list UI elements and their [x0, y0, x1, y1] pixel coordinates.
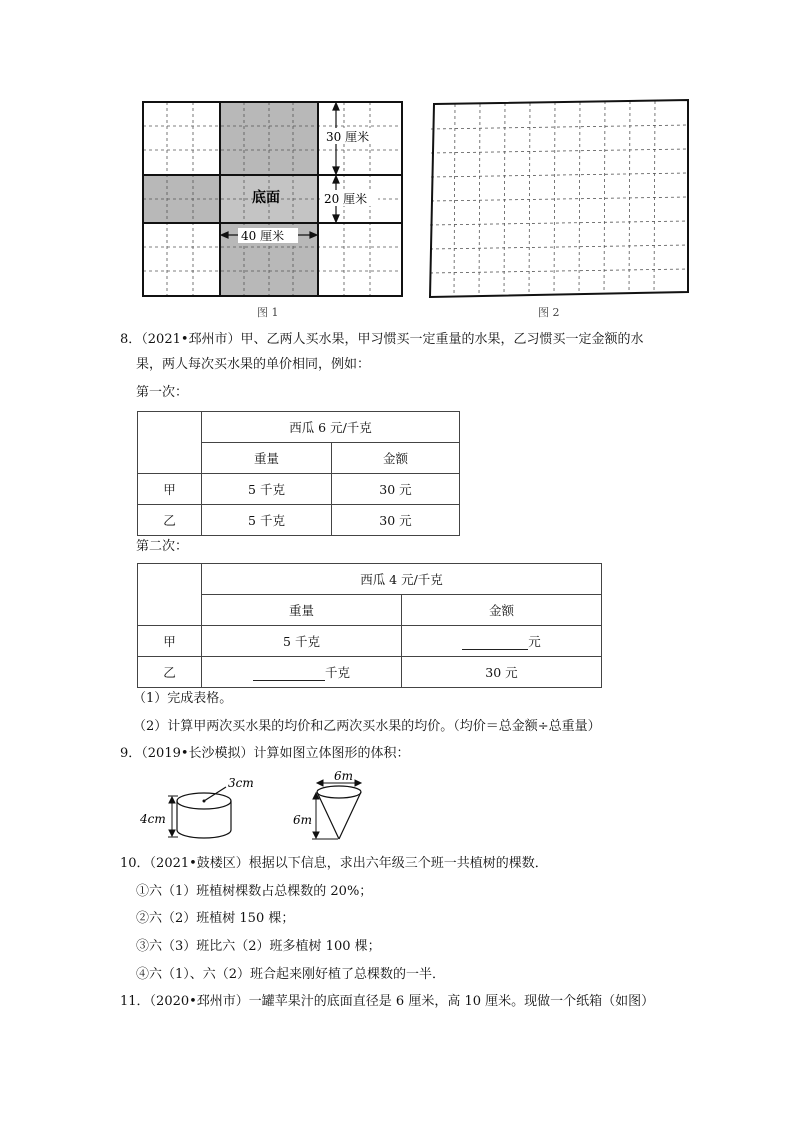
unit-label: 元 — [528, 634, 541, 649]
q8-sub-2: （2）计算甲两次买水果的均价和乙两次买水果的均价。（均价＝总金额÷总重量） — [133, 719, 601, 734]
figure-2-caption: 图 2 — [538, 306, 560, 319]
figure-1-net-diagram — [140, 98, 405, 320]
table1-header: 西瓜 6 元/千克 — [202, 412, 460, 443]
table1-cell-weight: 5 千克 — [202, 474, 332, 505]
table2-header: 西瓜 4 元/千克 — [202, 564, 602, 595]
figure-2-outline — [430, 100, 688, 297]
table2-col-amount: 金额 — [402, 595, 602, 626]
cylinder-height-label: 4cm — [140, 812, 166, 826]
table-corner-cell — [138, 564, 202, 626]
label-20cm: 20 厘米 — [324, 192, 368, 206]
table1-col-amount: 金额 — [332, 443, 460, 474]
cone-shape — [317, 786, 361, 839]
table2-cell-weight: 5 千克 — [202, 626, 402, 657]
label-40cm: 40 厘米 — [241, 229, 285, 243]
q8-sub-1: （1）完成表格。 — [133, 691, 233, 706]
q11-line: 11．（2020•邳州市）一罐苹果汁的底面直径是 6 厘米，高 10 厘米。现做一个纸箱（如图） — [120, 994, 655, 1009]
table1-row-name: 甲 — [138, 474, 202, 505]
q8-table-first — [137, 411, 460, 536]
q10-item: ③六（3）班比六（2）班多植树 100 棵； — [136, 939, 381, 954]
cone-diameter-label: 6m — [334, 770, 354, 783]
q8-first-label: 第一次： — [136, 385, 189, 400]
figure-2-grid — [430, 101, 688, 296]
unit-label: 千克 — [324, 665, 350, 680]
cylinder-shape — [177, 787, 231, 838]
table2-row-name: 甲 — [138, 626, 202, 657]
figure-2-empty-grid — [426, 96, 692, 320]
table1-cell-weight: 5 千克 — [202, 505, 332, 536]
table2-cell-weight-blank[interactable] — [202, 657, 402, 688]
table2-row-name: 乙 — [138, 657, 202, 688]
table2-cell-amount: 30 元 — [402, 657, 602, 688]
q10-item: ④六（1）、六（2）班合起来刚好植了总棵数的一半． — [136, 967, 446, 982]
cylinder-radius-label: 3cm — [228, 776, 254, 790]
cone-height-label: 6m — [293, 813, 313, 827]
answer-blank[interactable] — [253, 666, 325, 681]
figure-1-caption: 图 1 — [257, 306, 279, 319]
q8-table-second — [137, 563, 602, 688]
table1-cell-amount: 30 元 — [332, 474, 460, 505]
q8-line-1: 8．（2021•邳州市）甲、乙两人买水果，甲习惯买一定重量的水果，乙习惯买一定金额的水 — [120, 332, 644, 347]
table2-col-weight: 重量 — [202, 595, 402, 626]
table1-col-weight: 重量 — [202, 443, 332, 474]
q9-line: 9．（2019•长沙模拟）计算如图立体图形的体积： — [120, 746, 410, 761]
table-corner-cell — [138, 412, 202, 474]
answer-blank[interactable] — [462, 635, 528, 650]
q10-line: 10．（2021•鼓楼区）根据以下信息，求出六年级三个班一共植树的棵数． — [120, 856, 548, 871]
cone-height-arrow — [312, 793, 338, 839]
q10-item: ②六（2）班植树 150 棵； — [136, 911, 295, 926]
label-base: 底面 — [252, 190, 280, 206]
q8-line-2: 果，两人每次买水果的单价相同，例如： — [136, 357, 371, 372]
table2-cell-amount-blank[interactable] — [402, 626, 602, 657]
q10-item: ①六（1）班植树棵数占总棵数的 20%； — [136, 884, 373, 899]
q9-solids-diagram — [138, 770, 368, 848]
label-30cm: 30 厘米 — [326, 130, 370, 144]
table1-row-name: 乙 — [138, 505, 202, 536]
q8-second-label: 第二次： — [136, 539, 189, 554]
table1-cell-amount: 30 元 — [332, 505, 460, 536]
